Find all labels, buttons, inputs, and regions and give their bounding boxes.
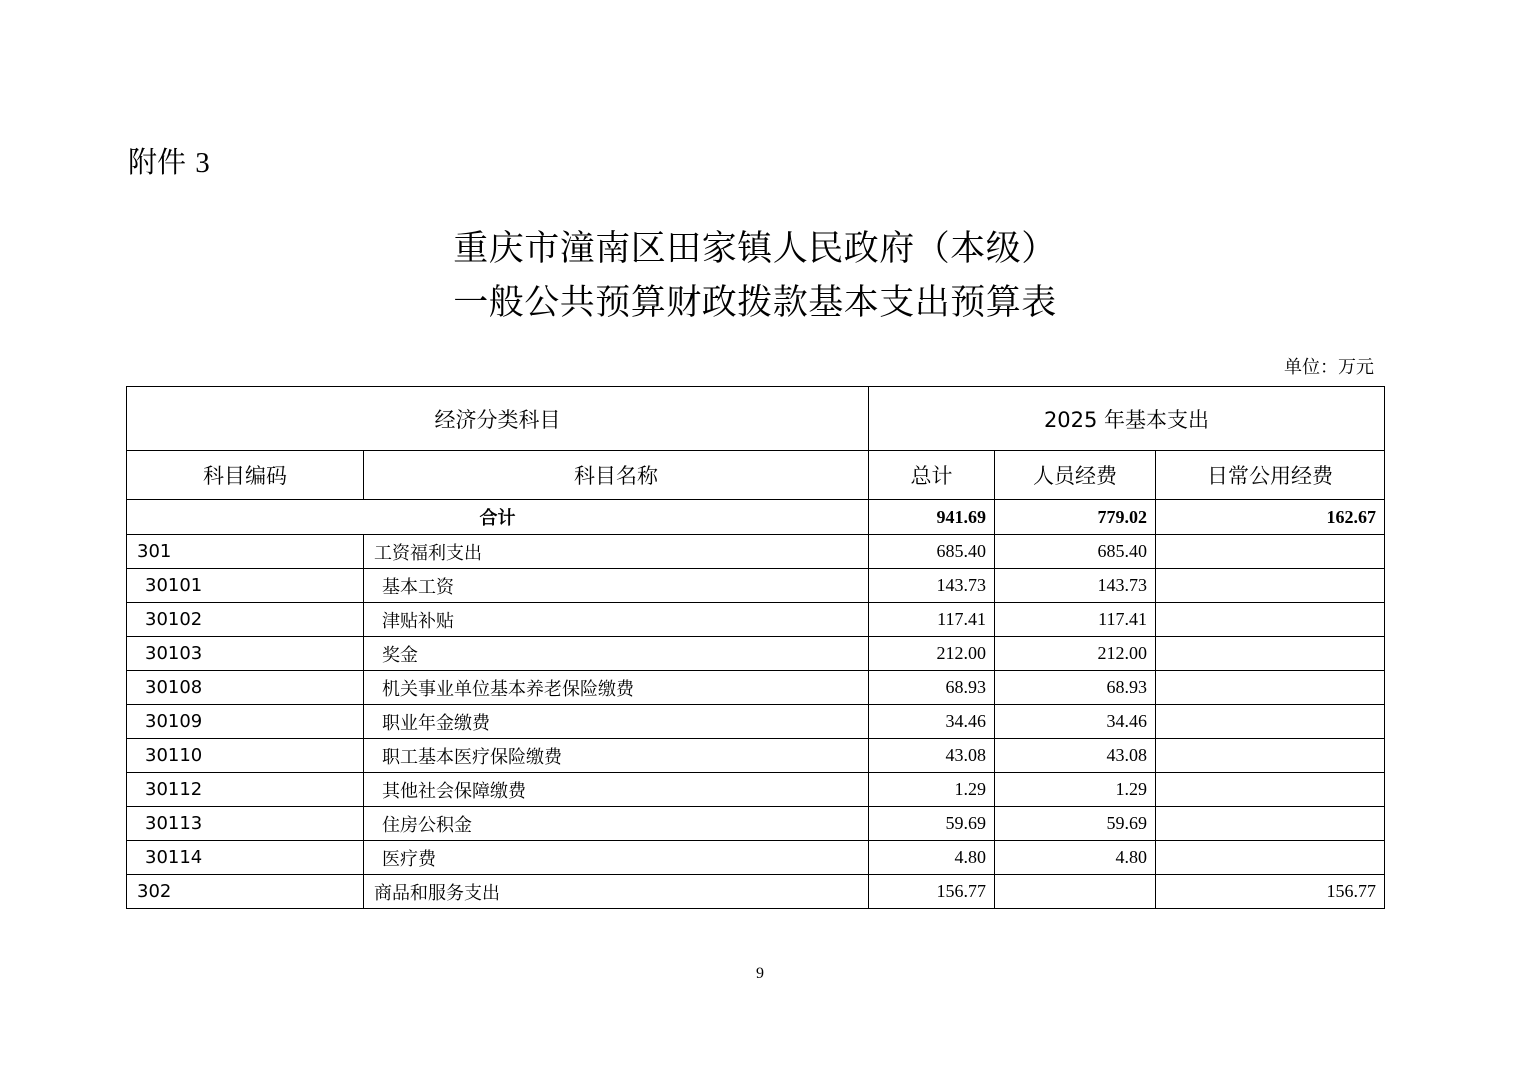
row-name: 职工基本医疗保险缴费 — [364, 739, 869, 773]
row-total: 4.80 — [869, 841, 995, 875]
row-name: 医疗费 — [364, 841, 869, 875]
row-total: 68.93 — [869, 671, 995, 705]
header-code: 科目编码 — [127, 451, 364, 500]
budget-table — [126, 386, 1385, 909]
attachment-label — [128, 142, 218, 183]
page-title — [0, 222, 1510, 330]
header-group-row — [127, 387, 1385, 451]
total-public: 162.67 — [1156, 500, 1385, 535]
row-public — [1156, 705, 1385, 739]
row-public — [1156, 671, 1385, 705]
row-personnel: 1.29 — [995, 773, 1156, 807]
total-row — [127, 500, 1385, 535]
table-row — [127, 705, 1385, 739]
row-personnel: 212.00 — [995, 637, 1156, 671]
row-total: 59.69 — [869, 807, 995, 841]
row-code: 30103 — [127, 637, 364, 671]
row-name: 职业年金缴费 — [364, 705, 869, 739]
table-row — [127, 773, 1385, 807]
row-personnel: 117.41 — [995, 603, 1156, 637]
row-public — [1156, 637, 1385, 671]
row-total: 34.46 — [869, 705, 995, 739]
table-row — [127, 739, 1385, 773]
row-name: 基本工资 — [364, 569, 869, 603]
header-name: 科目名称 — [364, 451, 869, 500]
row-code: 30108 — [127, 671, 364, 705]
row-code: 30113 — [127, 807, 364, 841]
row-code: 302 — [127, 875, 364, 909]
row-personnel: 143.73 — [995, 569, 1156, 603]
row-code: 30112 — [127, 773, 364, 807]
table-row — [127, 841, 1385, 875]
header-public: 日常公用经费 — [1156, 451, 1385, 500]
table-row — [127, 535, 1385, 569]
row-name: 商品和服务支出 — [364, 875, 869, 909]
table-row — [127, 569, 1385, 603]
row-total: 156.77 — [869, 875, 995, 909]
row-name: 其他社会保障缴费 — [364, 773, 869, 807]
row-total: 143.73 — [869, 569, 995, 603]
table-row — [127, 637, 1385, 671]
row-public — [1156, 773, 1385, 807]
row-public — [1156, 535, 1385, 569]
total-personnel: 779.02 — [995, 500, 1156, 535]
row-total: 212.00 — [869, 637, 995, 671]
header-columns-row — [127, 451, 1385, 500]
row-name: 工资福利支出 — [364, 535, 869, 569]
row-personnel: 59.69 — [995, 807, 1156, 841]
row-personnel: 34.46 — [995, 705, 1156, 739]
row-public — [1156, 841, 1385, 875]
table-row — [127, 875, 1385, 909]
header-total: 总计 — [869, 451, 995, 500]
row-total: 43.08 — [869, 739, 995, 773]
row-personnel: 685.40 — [995, 535, 1156, 569]
row-personnel — [995, 875, 1156, 909]
row-public — [1156, 603, 1385, 637]
row-code: 30101 — [127, 569, 364, 603]
row-personnel: 68.93 — [995, 671, 1156, 705]
title-line-2: 一般公共预算财政拨款基本支出预算表 — [453, 283, 1057, 323]
row-personnel: 43.08 — [995, 739, 1156, 773]
row-public — [1156, 807, 1385, 841]
table-row — [127, 603, 1385, 637]
row-total: 117.41 — [869, 603, 995, 637]
total-total: 941.69 — [869, 500, 995, 535]
header-personnel: 人员经费 — [995, 451, 1156, 500]
row-public: 156.77 — [1156, 875, 1385, 909]
row-public — [1156, 569, 1385, 603]
row-public — [1156, 739, 1385, 773]
row-name: 机关事业单位基本养老保险缴费 — [364, 671, 869, 705]
attachment-number: 3 — [195, 147, 210, 179]
row-code: 30110 — [127, 739, 364, 773]
row-code: 30102 — [127, 603, 364, 637]
row-name: 奖金 — [364, 637, 869, 671]
table-row — [127, 807, 1385, 841]
row-total: 1.29 — [869, 773, 995, 807]
row-code: 301 — [127, 535, 364, 569]
row-code: 30109 — [127, 705, 364, 739]
row-total: 685.40 — [869, 535, 995, 569]
unit-label: 单位：万元 — [1284, 357, 1374, 378]
row-personnel: 4.80 — [995, 841, 1156, 875]
attachment-text: 附件 — [128, 145, 187, 179]
title-line-1: 重庆市潼南区田家镇人民政府（本级） — [453, 229, 1057, 269]
page-number: 9 — [756, 965, 764, 982]
header-basic-expenditure: 2025 年基本支出 — [869, 387, 1385, 451]
header-economic-classification: 经济分类科目 — [127, 387, 869, 451]
table-row — [127, 671, 1385, 705]
row-code: 30114 — [127, 841, 364, 875]
row-name: 津贴补贴 — [364, 603, 869, 637]
row-name: 住房公积金 — [364, 807, 869, 841]
total-label: 合计 — [127, 500, 869, 535]
